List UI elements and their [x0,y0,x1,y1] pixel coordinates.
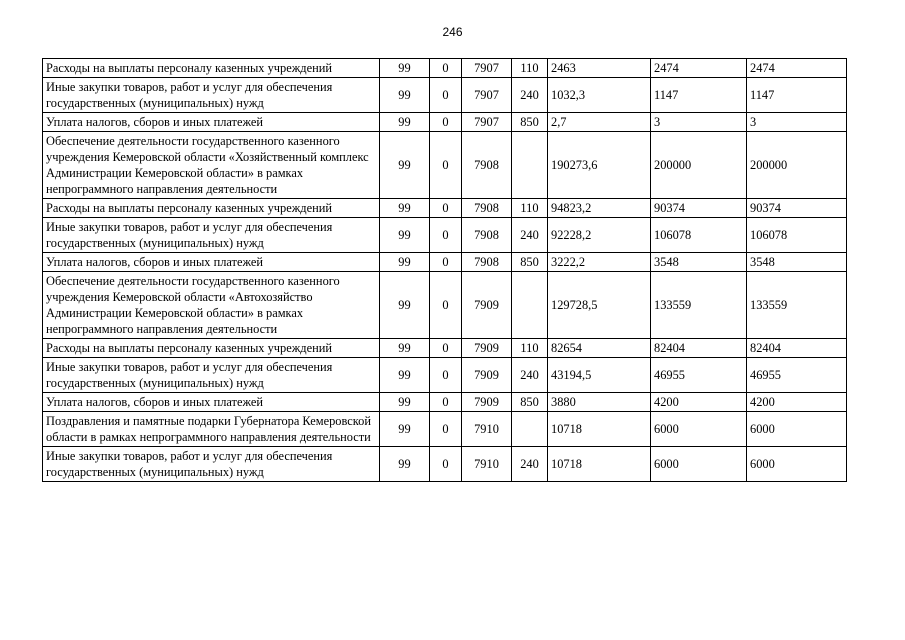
cell-amount-3: 3548 [747,253,847,272]
table-row [43,358,847,393]
table-row [43,218,847,253]
cell-section: 99 [380,447,430,482]
cell-amount-3: 82404 [747,339,847,358]
cell-amount-1: 82654 [548,339,651,358]
cell-amount-3: 4200 [747,393,847,412]
cell-amount-3: 1147 [747,78,847,113]
table-row [43,59,847,78]
cell-amount-3: 3 [747,113,847,132]
cell-subsection: 0 [430,447,462,482]
cell-amount-3: 90374 [747,199,847,218]
cell-amount-2: 46955 [651,358,747,393]
cell-amount-1: 94823,2 [548,199,651,218]
cell-amount-2: 1147 [651,78,747,113]
cell-subsection: 0 [430,339,462,358]
cell-expense-type: 110 [512,199,548,218]
cell-amount-2: 133559 [651,272,747,339]
cell-amount-1: 10718 [548,447,651,482]
cell-subsection: 0 [430,78,462,113]
budget-table [42,58,847,482]
cell-amount-1: 3222,2 [548,253,651,272]
cell-expense-type: 240 [512,218,548,253]
cell-expense-type [512,272,548,339]
cell-amount-2: 6000 [651,412,747,447]
cell-name: Иные закупки товаров, работ и услуг для обеспечения государственных (муниципальных) нужд [43,447,380,482]
table-row [43,78,847,113]
cell-name: Иные закупки товаров, работ и услуг для обеспечения государственных (муниципальных) нужд [43,358,380,393]
cell-section: 99 [380,199,430,218]
table-row [43,272,847,339]
cell-name: Уплата налогов, сборов и иных платежей [43,393,380,412]
cell-name: Уплата налогов, сборов и иных платежей [43,253,380,272]
cell-target-article: 7910 [462,412,512,447]
cell-amount-3: 6000 [747,412,847,447]
cell-amount-2: 6000 [651,447,747,482]
cell-target-article: 7907 [462,59,512,78]
cell-amount-2: 82404 [651,339,747,358]
table-row [43,132,847,199]
cell-target-article: 7907 [462,78,512,113]
cell-section: 99 [380,59,430,78]
table-row [43,447,847,482]
cell-amount-1: 129728,5 [548,272,651,339]
cell-subsection: 0 [430,253,462,272]
cell-expense-type [512,132,548,199]
cell-amount-2: 90374 [651,199,747,218]
cell-target-article: 7908 [462,218,512,253]
cell-amount-1: 92228,2 [548,218,651,253]
cell-target-article: 7907 [462,113,512,132]
table-row [43,253,847,272]
cell-subsection: 0 [430,113,462,132]
cell-target-article: 7909 [462,393,512,412]
cell-name: Иные закупки товаров, работ и услуг для обеспечения государственных (муниципальных) нужд [43,218,380,253]
cell-amount-1: 43194,5 [548,358,651,393]
cell-amount-3: 106078 [747,218,847,253]
cell-amount-3: 6000 [747,447,847,482]
cell-target-article: 7908 [462,199,512,218]
cell-amount-1: 2,7 [548,113,651,132]
cell-amount-3: 133559 [747,272,847,339]
cell-amount-2: 3 [651,113,747,132]
cell-section: 99 [380,78,430,113]
cell-amount-3: 2474 [747,59,847,78]
cell-amount-2: 106078 [651,218,747,253]
cell-target-article: 7909 [462,339,512,358]
cell-target-article: 7909 [462,358,512,393]
cell-section: 99 [380,412,430,447]
cell-expense-type: 850 [512,393,548,412]
cell-amount-2: 2474 [651,59,747,78]
cell-name: Расходы на выплаты персоналу казенных учреждений [43,339,380,358]
table-body [43,59,847,482]
cell-expense-type: 110 [512,339,548,358]
cell-target-article: 7908 [462,132,512,199]
cell-section: 99 [380,393,430,412]
cell-expense-type: 240 [512,78,548,113]
cell-subsection: 0 [430,199,462,218]
cell-section: 99 [380,358,430,393]
cell-target-article: 7908 [462,253,512,272]
cell-subsection: 0 [430,358,462,393]
cell-target-article: 7909 [462,272,512,339]
cell-amount-3: 46955 [747,358,847,393]
cell-subsection: 0 [430,393,462,412]
page-number: 246 [442,25,463,39]
cell-amount-1: 190273,6 [548,132,651,199]
cell-expense-type: 850 [512,113,548,132]
cell-name: Обеспечение деятельности государственного казенного учреждения Кемеровской области «Хозяйственный комплекс Администрации Кемеровской области» в рамках непрограммного направления деятельности [43,132,380,199]
cell-name: Уплата налогов, сборов и иных платежей [43,113,380,132]
cell-section: 99 [380,253,430,272]
table-row [43,339,847,358]
cell-section: 99 [380,339,430,358]
table-row [43,199,847,218]
table-row [43,113,847,132]
cell-amount-1: 3880 [548,393,651,412]
table-row [43,412,847,447]
cell-name: Расходы на выплаты персоналу казенных учреждений [43,199,380,218]
cell-section: 99 [380,218,430,253]
cell-subsection: 0 [430,132,462,199]
cell-subsection: 0 [430,218,462,253]
cell-amount-1: 1032,3 [548,78,651,113]
cell-expense-type: 110 [512,59,548,78]
cell-name: Поздравления и памятные подарки Губернатора Кемеровской области в рамках непрограммного направления деятельности [43,412,380,447]
cell-subsection: 0 [430,272,462,339]
cell-expense-type: 850 [512,253,548,272]
cell-subsection: 0 [430,412,462,447]
cell-name: Иные закупки товаров, работ и услуг для обеспечения государственных (муниципальных) нужд [43,78,380,113]
cell-section: 99 [380,132,430,199]
cell-amount-1: 2463 [548,59,651,78]
cell-section: 99 [380,272,430,339]
table-row [43,393,847,412]
cell-amount-2: 3548 [651,253,747,272]
cell-target-article: 7910 [462,447,512,482]
cell-expense-type: 240 [512,358,548,393]
cell-amount-1: 10718 [548,412,651,447]
cell-section: 99 [380,113,430,132]
cell-expense-type: 240 [512,447,548,482]
cell-name: Расходы на выплаты персоналу казенных учреждений [43,59,380,78]
cell-amount-2: 4200 [651,393,747,412]
cell-name: Обеспечение деятельности государственного казенного учреждения Кемеровской области «Автохозяйство Администрации Кемеровской области» в рамках непрограммного направления деятельности [43,272,380,339]
cell-amount-3: 200000 [747,132,847,199]
cell-subsection: 0 [430,59,462,78]
cell-amount-2: 200000 [651,132,747,199]
cell-expense-type [512,412,548,447]
